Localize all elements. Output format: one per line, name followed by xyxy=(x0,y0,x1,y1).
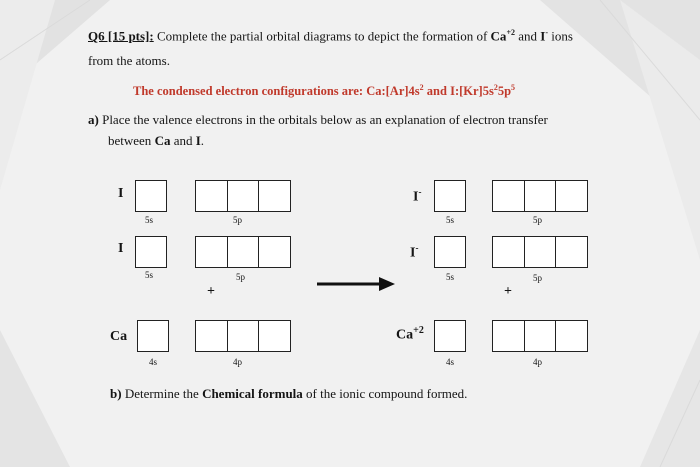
right-row2-ion xyxy=(410,243,418,262)
left-row3-s-orbital[interactable] xyxy=(137,320,169,352)
left-row2-atom: I xyxy=(118,241,124,256)
part-b-marker: b) xyxy=(110,386,122,401)
right-row2-p-label: 5p xyxy=(533,273,542,283)
p-orbital-box[interactable] xyxy=(524,320,557,352)
right-row1-charge: - xyxy=(418,187,422,197)
left-row3-p-orbitals xyxy=(195,320,291,352)
part-a-text2: between xyxy=(108,133,155,148)
left-row2-p-label: 5p xyxy=(236,272,245,282)
right-row1-p-orbitals xyxy=(492,180,588,212)
left-row3-s-label: 4s xyxy=(149,357,158,367)
right-row1-s-label: 5s xyxy=(446,215,455,225)
right-row3-s-label: 4s xyxy=(446,357,455,367)
p-orbital-box[interactable] xyxy=(492,180,525,212)
left-row3-atom: Ca xyxy=(110,329,128,344)
right-plus-sign: + xyxy=(504,284,512,299)
left-row1-s-label: 5s xyxy=(145,215,154,225)
p-orbital-box[interactable] xyxy=(195,180,228,212)
p-orbital-box[interactable] xyxy=(524,180,557,212)
part-a-line2 xyxy=(108,133,204,149)
right-row2-p-orbitals xyxy=(492,236,588,268)
i-ion-charge: - xyxy=(545,28,549,37)
right-row1-ion xyxy=(413,187,421,206)
part-a-line1 xyxy=(88,112,548,128)
p-orbital-box[interactable] xyxy=(555,320,588,352)
question-text-end: ions xyxy=(548,28,573,44)
reaction-arrow-icon xyxy=(317,276,395,292)
right-row3-atom: Ca xyxy=(396,327,414,343)
p-orbital-box[interactable] xyxy=(492,320,525,352)
p-orbital-box[interactable] xyxy=(555,180,588,212)
config-i-exp2: 5 xyxy=(511,83,516,92)
right-row3-p-orbitals xyxy=(492,320,588,352)
p-orbital-box[interactable] xyxy=(227,320,260,352)
left-row1-s-orbital[interactable] xyxy=(135,180,167,212)
question-text-and: and xyxy=(515,28,541,44)
part-b-text-end: of the ionic compound formed. xyxy=(302,386,468,401)
part-a-text: Place the valence electrons in the orbitals below as an explanation of electron transfer xyxy=(98,112,548,127)
part-a-i: I xyxy=(195,133,201,148)
p-orbital-box[interactable] xyxy=(227,180,260,212)
electron-configurations xyxy=(133,83,515,99)
part-b-text: Determine the xyxy=(121,386,203,401)
left-row3-p-label: 4p xyxy=(233,357,242,367)
p-orbital-box[interactable] xyxy=(258,320,291,352)
left-plus-sign: + xyxy=(207,284,215,299)
config-i-mid: 5p xyxy=(497,84,512,99)
right-row3-p-label: 4p xyxy=(533,357,542,367)
right-row3-charge: +2 xyxy=(413,325,424,336)
part-a-marker: a) xyxy=(88,112,99,127)
right-row2-s-label: 5s xyxy=(446,272,455,282)
p-orbital-box[interactable] xyxy=(492,236,525,268)
p-orbital-box[interactable] xyxy=(195,236,228,268)
right-row2-s-orbital[interactable] xyxy=(434,236,466,268)
p-orbital-box[interactable] xyxy=(258,236,291,268)
p-orbital-box[interactable] xyxy=(524,236,557,268)
question-text: Complete the partial orbital diagrams to depict the formation of xyxy=(153,28,491,44)
config-i-exp1: 2 xyxy=(493,83,498,92)
left-row2-s-orbital[interactable] xyxy=(135,236,167,268)
i-ion: I xyxy=(540,28,546,44)
config-ca: Ca:[Ar]4s xyxy=(366,84,420,99)
p-orbital-box[interactable] xyxy=(555,236,588,268)
config-ca-exp: 2 xyxy=(419,83,424,92)
right-row1-s-orbital[interactable] xyxy=(434,180,466,212)
config-and: and xyxy=(423,84,451,99)
part-b-bold: Chemical formula xyxy=(202,386,303,401)
left-row1-p-label: 5p xyxy=(233,215,242,225)
ca-ion-charge: +2 xyxy=(506,28,515,37)
p-orbital-box[interactable] xyxy=(227,236,260,268)
part-a-end: . xyxy=(200,133,205,148)
right-row1-atom: I xyxy=(413,189,419,205)
question-number: Q6 [15 pts]: xyxy=(88,28,154,44)
config-i: I:[Kr]5s xyxy=(450,84,494,99)
part-a-ca: Ca xyxy=(154,133,171,148)
part-a-and: and xyxy=(170,133,196,148)
ca-ion: Ca xyxy=(490,28,507,44)
left-row2-s-label: 5s xyxy=(145,270,154,280)
question-continuation: from the atoms. xyxy=(88,53,170,68)
question-header xyxy=(88,28,573,44)
right-row2-atom: I xyxy=(410,245,416,261)
config-intro: The condensed electron configurations are: xyxy=(133,84,367,99)
left-row1-p-orbitals xyxy=(195,180,291,212)
part-b xyxy=(110,386,467,402)
right-row3-s-orbital[interactable] xyxy=(434,320,466,352)
p-orbital-box[interactable] xyxy=(195,320,228,352)
left-row1-atom: I xyxy=(118,186,124,201)
left-row2-p-orbitals xyxy=(195,236,291,268)
right-row2-charge: - xyxy=(415,243,419,253)
right-row1-p-label: 5p xyxy=(533,215,542,225)
p-orbital-box[interactable] xyxy=(258,180,291,212)
right-row3-ion xyxy=(396,325,424,344)
